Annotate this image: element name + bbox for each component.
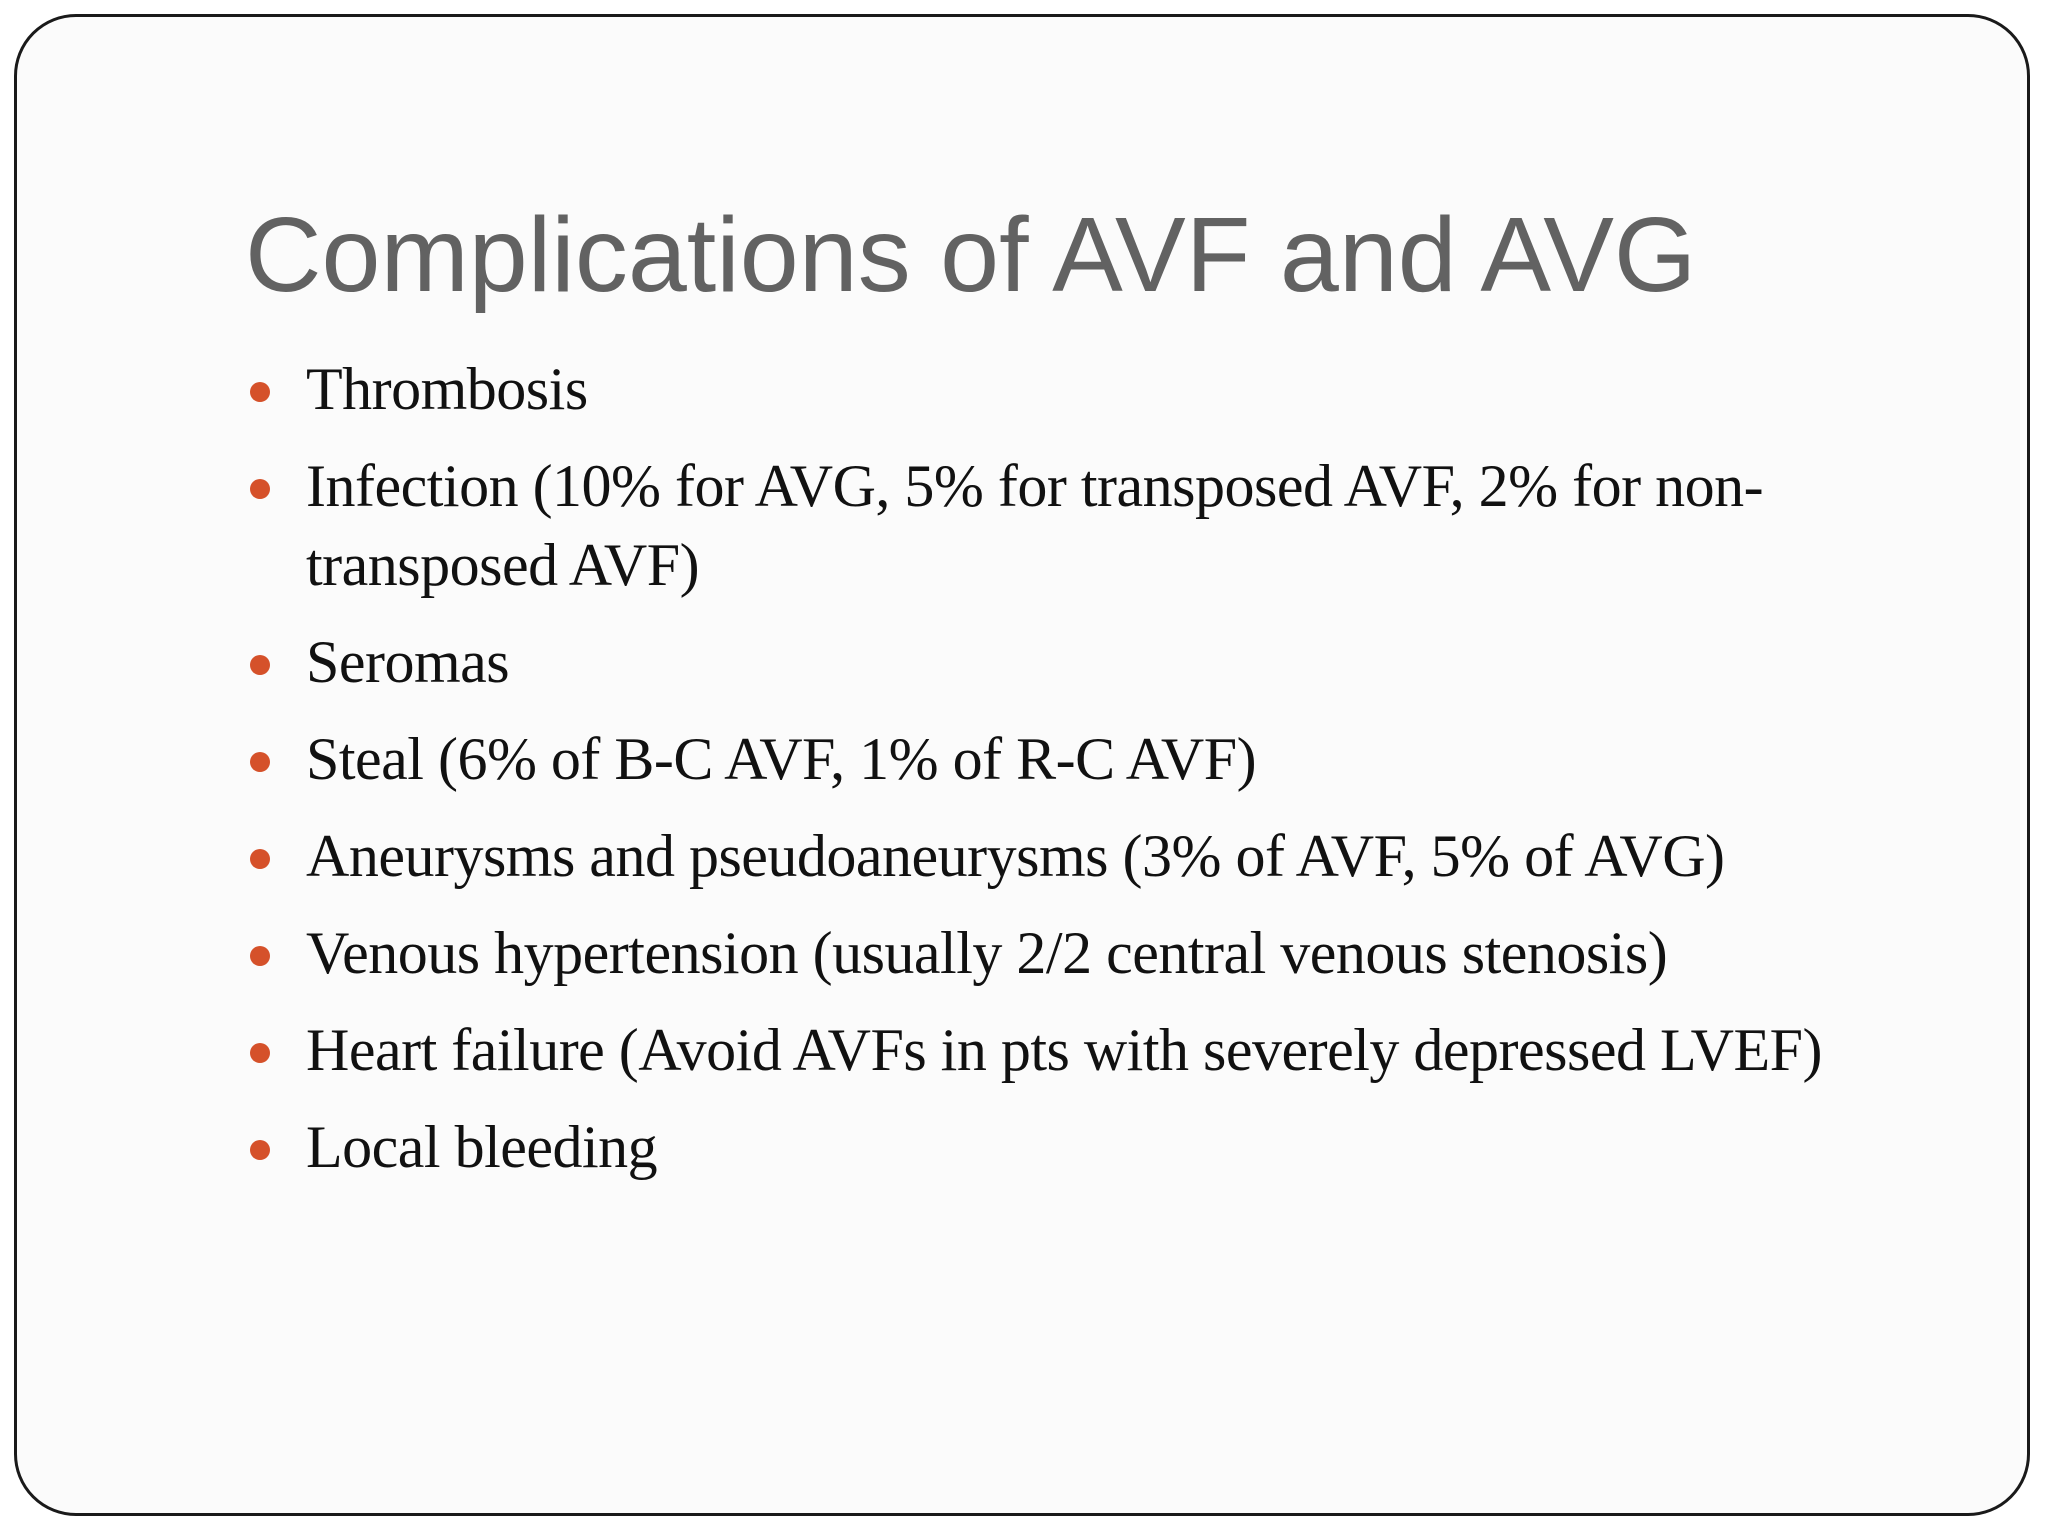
bullet-dot-icon: [250, 946, 270, 966]
bullet-text: Infection (10% for AVG, 5% for transposed AVF, 2% for non-transposed AVF): [306, 453, 1764, 598]
bullet-dot-icon: [250, 382, 270, 402]
bullet-dot-icon: [250, 1043, 270, 1063]
bullet-text: Venous hypertension (usually 2/2 central venous stenosis): [306, 920, 1668, 986]
bullet-text: Steal (6% of B-C AVF, 1% of R-C AVF): [306, 726, 1257, 792]
slide-frame: [14, 14, 2030, 1516]
list-item: [245, 720, 1945, 799]
list-item: [245, 623, 1945, 702]
bullet-text: Seromas: [306, 629, 510, 695]
list-item: [245, 1108, 1945, 1187]
bullet-dot-icon: [250, 655, 270, 675]
bullet-text: Heart failure (Avoid AVFs in pts with severely depressed LVEF): [306, 1017, 1822, 1083]
list-item: [245, 1011, 1945, 1090]
bullet-dot-icon: [250, 849, 270, 869]
bullet-text: Thrombosis: [306, 356, 588, 422]
bullet-text: Local bleeding: [306, 1114, 658, 1180]
bullet-list: [245, 350, 1945, 1205]
list-item: [245, 447, 1945, 605]
bullet-dot-icon: [250, 479, 270, 499]
slide-title: Complications of AVF and AVG: [245, 196, 1697, 314]
bullet-text: Aneurysms and pseudoaneurysms (3% of AVF, 5% of AVG): [306, 823, 1725, 889]
bullet-dot-icon: [250, 1140, 270, 1160]
list-item: [245, 817, 1945, 896]
list-item: [245, 914, 1945, 993]
list-item: [245, 350, 1945, 429]
bullet-dot-icon: [250, 752, 270, 772]
